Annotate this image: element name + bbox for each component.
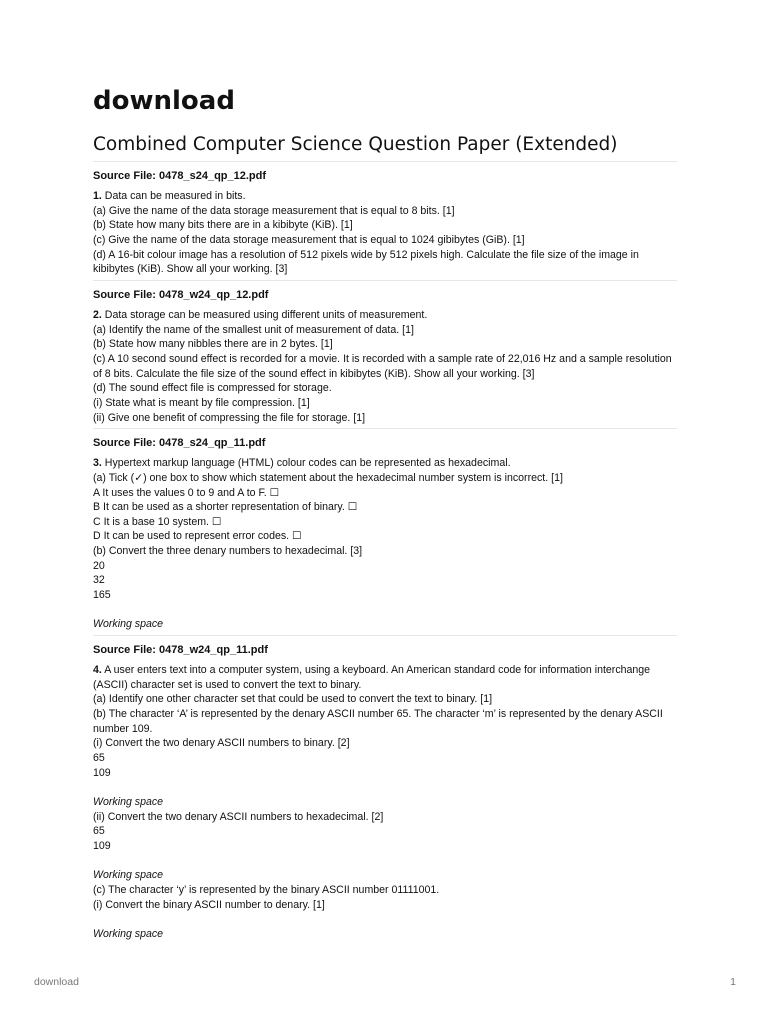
denary-value: 32 [93, 574, 105, 587]
answer-option: A It uses the values 0 to 9 and A to F. ☐ [93, 486, 280, 499]
question-text-line: (b) The character ‘A’ is represented by the denary ASCII number 65. The character ‘m’ is represented by the denary ASCII number 109. [93, 708, 663, 735]
answer-option: C It is a base 10 system. ☐ [93, 515, 222, 528]
question-text-line: 2. Data storage can be measured using different units of measurement. [93, 308, 428, 321]
denary-value: 20 [93, 559, 105, 572]
question-number: 1. [93, 190, 102, 202]
question-text-line: (d) A 16-bit colour image has a resolution of 512 pixels wide by 512 pixels high. Calculate the file size of the image in kibibytes (KiB). Show all your working. [3] [93, 248, 639, 276]
question-text-line: (c) Give the name of the data storage measurement that is equal to 1024 gibibytes (GiB). [1] [93, 233, 525, 246]
question-text-line: (i) State what is meant by file compression. [1] [93, 396, 310, 409]
question-text-line: (i) Convert the binary ASCII number to denary. [1] [93, 898, 325, 911]
answer-option: D It can be used to represent error codes. ☐ [93, 530, 302, 543]
denary-value: 65 [93, 751, 105, 764]
source-file-label: Source File: 0478_s24_qp_12.pdf [93, 170, 267, 182]
answer-option: B It can be used as a shorter representation of binary. ☐ [93, 501, 358, 514]
question-body [93, 663, 677, 941]
denary-value: 109 [93, 839, 111, 852]
question-text-line: (a) Identify one other character set that could be used to convert the text to binary. [1] [93, 693, 493, 706]
working-space-label: Working space [93, 927, 164, 940]
source-file-label: Source File: 0478_w24_qp_12.pdf [93, 288, 269, 301]
working-space-label: Working space [93, 618, 164, 631]
question-text-line: (a) Identify the name of the smallest unit of measurement of data. [1] [93, 323, 414, 336]
blank-line [93, 603, 677, 618]
question-text-line: (b) Convert the three denary numbers to hexadecimal. [3] [93, 545, 363, 558]
document-page [93, 84, 677, 944]
question-body [93, 456, 677, 632]
question-text-line: (ii) Give one benefit of compressing the file for storage. [1] [93, 411, 366, 424]
paper-subtitle: Combined Computer Science Question Paper (Extended) [93, 132, 677, 162]
question-text-line: 4. A user enters text into a computer system, using a keyboard. An American standard code for information interchange (ASCII) character set is used to convert the text to binary. [93, 664, 651, 691]
footer-title: download [34, 976, 79, 988]
working-space-label: Working space [93, 795, 164, 808]
page-number: 1 [730, 976, 736, 988]
question-text-line: (a) Tick (✓) one box to show which statement about the hexadecimal number system is incorrect. [1] [93, 471, 563, 484]
blank-line [93, 854, 677, 869]
question-text-line: (a) Give the name of the data storage measurement that is equal to 8 bits. [1] [93, 204, 455, 217]
question-text-line: (c) A 10 second sound effect is recorded for a movie. It is recorded with a sample rate of 22,016 Hz and a sample resolution of 8 bits. Calculate the file size of the sound effect in kibibytes (KiB). Show all your working. [3] [93, 352, 672, 380]
blank-line [93, 912, 677, 927]
question-text-line: (b) State how many bits there are in a kibibyte (KiB). [1] [93, 219, 353, 232]
question-number: 2. [93, 308, 102, 321]
question-text-line: (d) The sound effect file is compressed for storage. [93, 382, 332, 395]
question-body [93, 308, 677, 425]
source-file-label: Source File: 0478_s24_qp_11.pdf [93, 437, 266, 450]
working-space-label: Working space [93, 869, 164, 882]
question-section-4 [93, 643, 677, 944]
question-text-line: 1. Data can be measured in bits. [93, 190, 246, 202]
denary-value: 165 [93, 589, 111, 602]
question-number: 3. [93, 457, 102, 470]
question-body [93, 189, 677, 277]
document-title: download [93, 86, 235, 116]
source-file-label: Source File: 0478_w24_qp_11.pdf [93, 644, 268, 657]
question-text-line: (ii) Convert the two denary ASCII numbers to hexadecimal. [2] [93, 810, 384, 823]
question-text-line: (c) The character ‘y’ is represented by the binary ASCII number 01111001. [93, 883, 440, 896]
question-text-line: (i) Convert the two denary ASCII numbers to binary. [2] [93, 737, 350, 750]
question-section-1 [93, 169, 677, 281]
blank-line [93, 780, 677, 795]
question-section-3 [93, 436, 677, 636]
question-section-2 [93, 288, 677, 429]
denary-value: 109 [93, 766, 111, 779]
question-text-line: (b) State how many nibbles there are in 2 bytes. [1] [93, 338, 333, 351]
question-number: 4. [93, 664, 102, 677]
denary-value: 65 [93, 825, 105, 838]
question-text-line: 3. Hypertext markup language (HTML) colour codes can be represented as hexadecimal. [93, 457, 511, 470]
